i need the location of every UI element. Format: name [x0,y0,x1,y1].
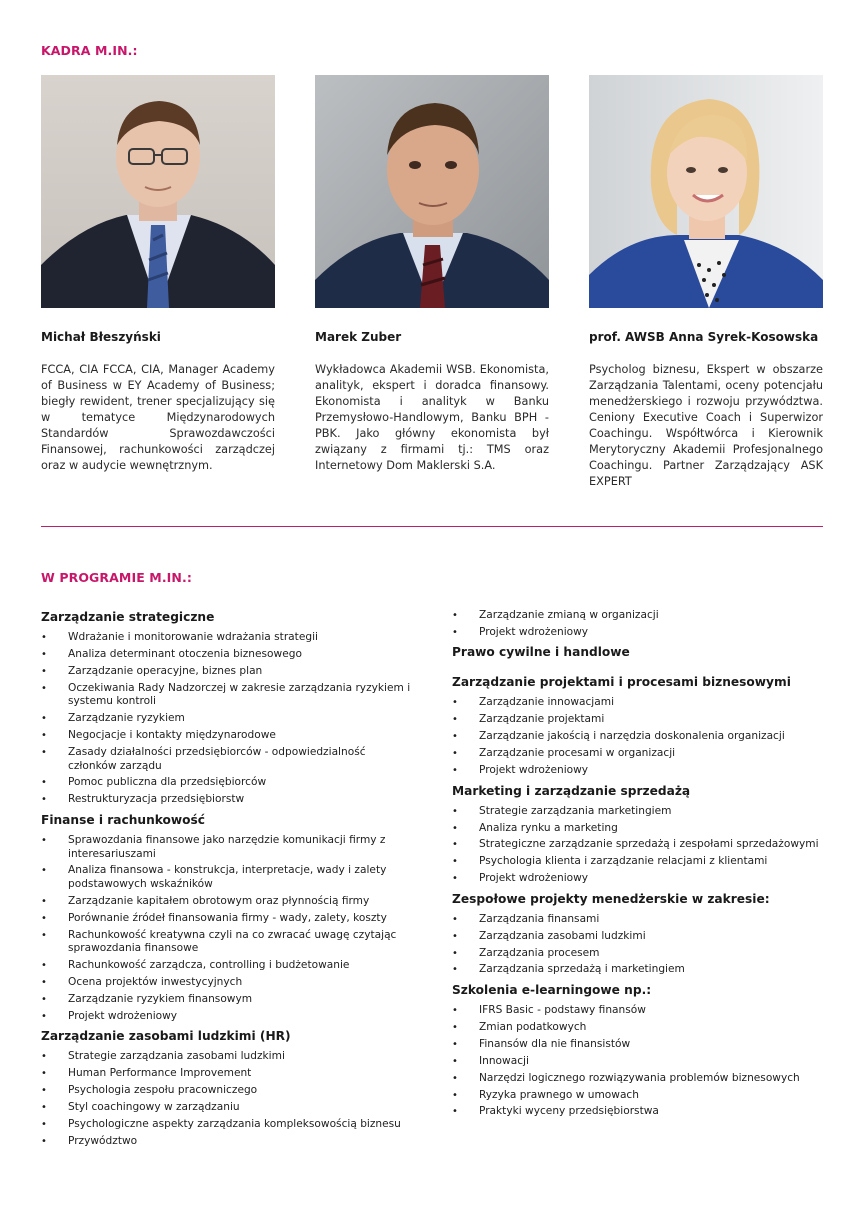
list-item: • Restrukturyzacja przedsiębiorstw [41,793,416,807]
program-section-title: Zespołowe projekty menedżerskie w zakresie: [452,891,770,906]
list-item: • Projekt wdrożeniowy [452,626,832,640]
list-item: • Sprawozdania finansowe jako narzędzie komunikacji firmy z interesariuszami [41,834,416,861]
list-item: • Zarządzanie ryzykiem [41,712,416,726]
list-item: • Projekt wdrożeniowy [452,872,832,886]
list-item: • Negocjacje i kontakty międzynarodowe [41,729,416,743]
list-item: • Psychologia zespołu pracowniczego [41,1084,416,1098]
list-item: • Zarządzanie innowacjami [452,696,832,710]
person-bio-1: FCCA, CIA FCCA, CIA, Manager Academy of Business w EY Academy of Business; biegły rewident, trener specjalizujący się w tematyce Międzynarodowych Standardów Sprawozdawczości Finansowej, rachunkowości zarządczej oraz w audycie wewnętrznym. [41,363,275,472]
list-item: • Oczekiwania Rady Nadzorczej w zakresie zarządzania ryzykiem i systemu kontroli [41,682,416,709]
list-item: • Zarządzanie projektami [452,713,832,727]
list-item: • Narzędzi logicznego rozwiązywania problemów biznesowych [452,1072,832,1086]
program-section-title: Finanse i rachunkowość [41,812,206,827]
list-item: • Psychologiczne aspekty zarządzania kompleksowością biznesu [41,1118,416,1132]
program-continued-list [452,609,832,639]
program-section-title: Zarządzanie zasobami ludzkimi (HR) [41,1029,291,1044]
list-item: • Ryzyka prawnego w umowach [452,1089,832,1103]
list-item: • Styl coachingowy w zarządzaniu [41,1101,416,1115]
list-item: • Innowacji [452,1055,832,1069]
list-item: • Porównanie źródeł finansowania firmy - wady, zalety, koszty [41,912,416,926]
portrait-man-glasses-image [41,75,275,308]
list-item: • Projekt wdrożeniowy [41,1010,416,1024]
list-item: • Strategie zarządzania zasobami ludzkimi [41,1050,416,1064]
list-item: • Strategiczne zarządzanie sprzedażą i zespołami sprzedażowymi [452,838,832,852]
list-item: • Zasady działalności przedsiębiorców - odpowiedzialność członków zarządu [41,746,416,773]
list-item: • Zarządzanie kapitałem obrotowym oraz płynnością firmy [41,895,416,909]
list-item: • Zarządzania sprzedażą i marketingiem [452,963,832,977]
list-item: • Zarządzania finansami [452,913,832,927]
list-item: • Przywództwo [41,1135,416,1149]
program-section-title: Zarządzanie projektami i procesami biznesowymi [452,675,791,690]
list-item: • Zarządzanie ryzykiem finansowym [41,993,416,1007]
program-section-list [41,1050,416,1148]
portrait-man-suit-image [315,75,549,308]
list-item: • Strategie zarządzania marketingiem [452,805,832,819]
program-section-title: Szkolenia e-learningowe np.: [452,983,652,998]
program-section-title: Marketing i zarządzanie sprzedażą [452,783,691,798]
program-section-list [452,696,832,777]
person-photo-3 [589,75,823,308]
person-photo-1 [41,75,275,308]
person-bio-3: Psycholog biznesu, Ekspert w obszarze Zarządzania Talentami, oceny potencjału menedżerskiego i rozwoju przywództwa. Ceniony Executive Coach i Superwizor Coachingu. Współtwórca i Kierownik Merytoryczny Akademii Profesjonalnego Coachingu. Partner Zarządzający ASK EXPERT [589,363,823,488]
program-right-column [452,609,832,1122]
list-item: • IFRS Basic - podstawy finansów [452,1004,832,1018]
program-section-list [41,834,416,1024]
list-item: • Analiza finansowa - konstrukcja, interpretacje, wady i zalety podstawowych wskaźników [41,864,416,891]
list-item: • Finansów dla nie finansistów [452,1038,832,1052]
program-section-title: Zarządzanie strategiczne [41,610,215,624]
list-item: • Zmian podatkowych [452,1021,832,1035]
list-item: • Zarządzanie zmianą w organizacji [452,609,832,623]
program-section-list [452,805,832,886]
program-heading: W PROGRAMIE M.IN.: [41,570,192,585]
list-item: • Zarządzanie jakością i narzędzia doskonalenia organizacji [452,730,832,744]
program-section-list [452,1004,832,1119]
person-name-2: Marek Zuber [315,330,402,344]
list-item: • Zarządzanie procesami w organizacji [452,747,832,761]
list-item: • Praktyki wyceny przedsiębiorstwa [452,1105,832,1119]
list-item: • Human Performance Improvement [41,1067,416,1081]
list-item: • Ocena projektów inwestycyjnych [41,976,416,990]
person-photo-2 [315,75,549,308]
list-item: • Rachunkowość zarządcza, controlling i budżetowanie [41,959,416,973]
list-item: • Analiza determinant otoczenia biznesowego [41,648,416,662]
person-name-1: Michał Błeszyński [41,330,161,344]
list-item: • Rachunkowość kreatywna czyli na co zwracać uwagę czytając sprawozdania finansowe [41,929,416,956]
person-bio-2: Wykładowca Akademii WSB. Ekonomista, analityk, ekspert i doradca finansowy. Ekonomista i analityk w Banku Przemysłowo-Handlowym, Banku BPH - PBK. Jako główny ekonomista był związany z firmami tj.: TMS oraz Internetowy Dom Maklerski S.A. [315,363,549,472]
list-item: • Analiza rynku a marketing [452,822,832,836]
list-item: • Pomoc publiczna dla przedsiębiorców [41,776,416,790]
person-name-3: prof. AWSB Anna Syrek-Kosowska [589,330,819,344]
program-section-list [41,631,416,807]
list-item: • Wdrażanie i monitorowanie wdrażania strategii [41,631,416,645]
section-divider [41,526,823,527]
program-left-column [41,610,416,1152]
list-item: • Zarządzania procesem [452,947,832,961]
kadra-heading: KADRA M.IN.: [41,43,138,58]
program-section-list [452,913,832,977]
list-item: • Zarządzanie operacyjne, biznes plan [41,665,416,679]
list-item: • Psychologia klienta i zarządzanie relacjami z klientami [452,855,832,869]
portrait-woman-blonde-image [589,75,823,308]
program-section-title: Prawo cywilne i handlowe [452,645,630,660]
list-item: • Projekt wdrożeniowy [452,764,832,778]
list-item: • Zarządzania zasobami ludzkimi [452,930,832,944]
